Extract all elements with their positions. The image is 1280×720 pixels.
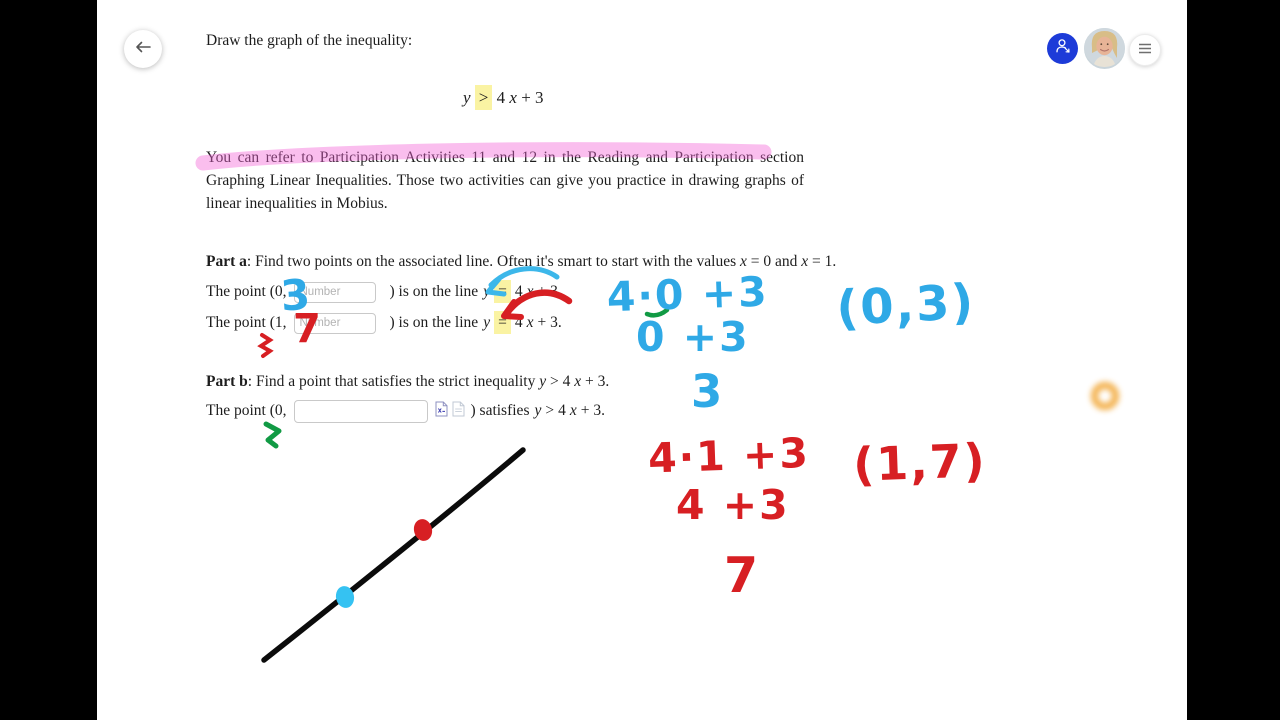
point-row-b: [206, 398, 609, 424]
row-suffix: ) is on the line: [389, 314, 479, 331]
inequality-lhs: y: [463, 88, 471, 107]
inequality-coefficient: 4: [496, 88, 506, 107]
part-a-label: Part a: [206, 253, 247, 270]
row-equation: y = 4 x + 3.: [483, 283, 566, 301]
person-arrow-icon: [1054, 37, 1072, 60]
inequality-operator-highlighted: >: [475, 85, 493, 110]
handwritten-answer-7: 7: [293, 306, 323, 352]
red-work-line1: 4·1 +3: [647, 428, 811, 483]
hamburger-icon: [1138, 41, 1152, 59]
profile-photo: [1084, 28, 1125, 69]
row-inequality: y > 4 x + 3.: [534, 402, 606, 419]
equals-highlighted: =: [494, 280, 511, 303]
point-1-y-input[interactable]: [294, 313, 376, 334]
equals-highlighted: =: [494, 311, 511, 334]
point-0-y-input[interactable]: [294, 282, 376, 303]
app-content: [97, 0, 1187, 720]
inequality-variable: x: [509, 88, 517, 107]
handwritten-answer-3: 3: [278, 269, 314, 321]
input-tools: [435, 401, 465, 422]
point-row-1: [206, 310, 566, 336]
row-prefix: The point (0,: [206, 283, 287, 300]
inequality-display: [463, 88, 544, 108]
preview-doc-icon[interactable]: [452, 401, 465, 422]
blue-work-line1: 4·0 +3: [606, 267, 770, 322]
point-row-0: [206, 279, 566, 305]
row-suffix: ) is on the line: [389, 283, 479, 300]
user-button[interactable]: [1047, 33, 1078, 64]
blue-work-line2: 0 +3: [636, 313, 750, 361]
row-suffix: ) satisfies: [470, 402, 530, 419]
row-prefix: The point (0,: [206, 402, 287, 419]
row-prefix: The point (1,: [206, 314, 287, 331]
back-button[interactable]: [124, 30, 162, 68]
point-b-y-input[interactable]: [294, 400, 428, 423]
red-work-point: (1,7): [852, 433, 988, 492]
left-arrow-icon: [134, 40, 152, 59]
red-work-line3: 7: [724, 547, 761, 604]
inequality-rest: + 3: [521, 88, 544, 107]
problem-prompt: Draw the graph of the inequality:: [206, 32, 413, 49]
part-b-label: Part b: [206, 373, 248, 390]
blue-work-point: (0,3): [834, 273, 977, 338]
avatar[interactable]: [1084, 28, 1125, 69]
row-equation: y = 4 x + 3.: [483, 314, 566, 332]
equation-doc-icon[interactable]: [435, 401, 448, 422]
part-b-heading: Part b: Find a point that satisfies the strict inequality y > 4 x + 3.: [206, 373, 610, 390]
reference-note: You can refer to Participation Activities 11 and 12 in the Reading and Participation section Graphing Linear Inequalities. Those two activities can give you practice in drawing graphs of linear inequalities in Mobius.: [206, 149, 804, 212]
menu-button[interactable]: [1129, 34, 1161, 66]
part-a-heading: Part a: Find two points on the associated line. Often it's smart to start with the values x = 0 and x = 1.: [206, 253, 837, 270]
red-work-line2: 4 +3: [676, 481, 790, 529]
blue-work-line3: 3: [691, 365, 725, 418]
